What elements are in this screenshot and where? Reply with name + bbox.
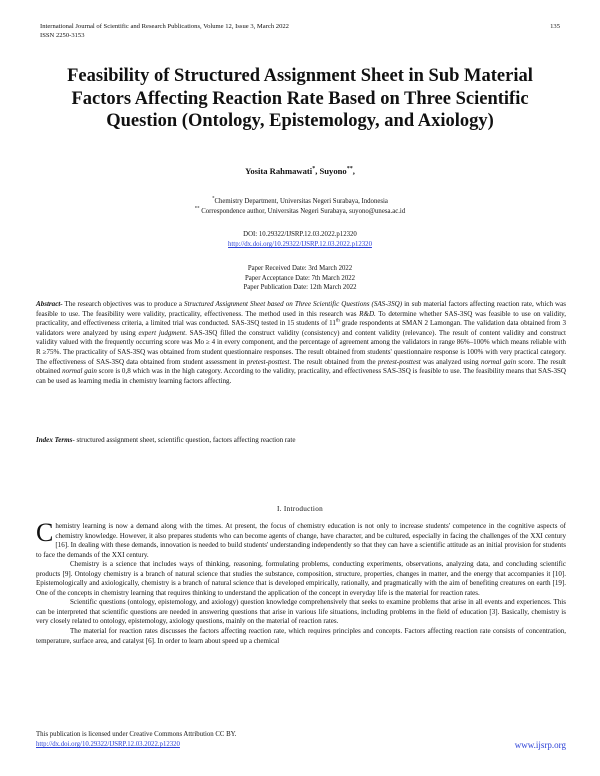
footer-doi-link[interactable]: http://dx.doi.org/10.29322/IJSRP.12.03.2022.p12320 — [36, 741, 180, 748]
author-1-mark: * — [312, 166, 316, 173]
affiliation-2-mark: ** — [194, 206, 200, 212]
body-text — [36, 518, 566, 646]
abstract-italic: Structured Assignment Sheet based on Three Scientific Questions (SAS-3SQ) — [184, 300, 403, 308]
drop-cap: C — [36, 518, 54, 547]
author-trailing: , — [352, 166, 355, 176]
author-line: Yosita Rahmawati*, Suyono**, — [245, 166, 355, 176]
journal-site — [515, 740, 566, 750]
abstract-italic: pretest-posttest — [246, 357, 290, 366]
abstract-text: in sub material factors affecting reaction rate, which was feasible to use. The feasibility were validity, practicality, effectiveness. The method used in this research was — [36, 300, 566, 318]
abstract-text: . SAS-3SQ filled the construct validity (consistency) and content validity (relevance). The result of content validity and construct validity valued with the frequently occurring score was Mo ≥ 4 in every component, and the percentage of agreement among the validators in range 86%–100% which means reliable with R ≥75%. The practicality of SAS-3SQ was obtained from student questionnaire responses. The result obtained from students' questionnaire response is 100% with very practical category. The effectiveness of SAS-3SQ data obtained from student assessment in — [36, 328, 566, 366]
affiliation-2 — [40, 207, 560, 217]
abstract-italic: pretest-posttest — [377, 357, 421, 366]
doi-text: DOI: 10.29322/IJSRP.12.03.2022.p12320 — [243, 231, 357, 238]
abstract-italic: R&D. — [359, 309, 376, 318]
index-terms-label: Index Terms — [36, 436, 73, 444]
author-2: Suyono — [319, 166, 347, 176]
doi-link[interactable]: http://dx.doi.org/10.29322/IJSRP.12.03.2022.p12320 — [228, 241, 372, 248]
publication-date: Paper Publication Date: 12th March 2022 — [243, 284, 357, 292]
received-date: Paper Received Date: 3rd March 2022 — [247, 265, 353, 272]
abstract-text: score is 0,8 which was in the high category. According to the validity, practicality, and effectiveness SAS-3SQ is feasible to use. The feasibility means that SAS-3SQ can be used as learning media in chemistry learning factors affecting. — [36, 367, 566, 385]
issn-line: ISSN 2250-3153 — [40, 32, 85, 39]
index-terms — [36, 436, 566, 446]
author-2-mark: ** — [346, 166, 353, 173]
abstract-text: . The result obtained from the — [289, 357, 378, 366]
affiliation-1-text: Chemistry Department, Universitas Negeri Surabaya, Indonesia — [214, 198, 388, 205]
affiliation-1 — [40, 197, 560, 207]
acceptance-date: Paper Acceptance Date: 7th March 2022 — [244, 274, 356, 282]
paragraph: Chemistry is a science that includes ways of thinking, reasoning, formulating problems, conducting experiments, observations, analyzing data, and concluding scientific products [9]. Ontology chemistry is a branch of natural science that studies the substance, composition, structure, properties, changes in matter, and the energy that accompanies it [10]. Epistemologically and axiologically, chemistry is a branch of natural science that is developed empirically, rationally, and pragmatically with the aim of benefiting creatures on earth [19]. One of the concepts in chemistry learning that requires thinking to understand the application of the concept in everyday life is the material for reaction rates. — [36, 560, 566, 597]
affiliation-2-text: Correspondence author, Universitas Negeri Surabaya, suyono@unesa.ac.id — [201, 208, 406, 215]
abstract-text: grade respondents at SMAN 2 Lamongan. The validation data obtained from 3 validators were analyzed by using — [36, 319, 566, 337]
journal-site-link[interactable]: www.ijsrp.org — [514, 740, 566, 750]
paragraph: The material for reaction rates discusses the factors affecting reaction rate, which requires principles and concepts. Factors affecting reaction rate consists of concentration, temperature, surface area, and catalyst [6]. In order to learn about speed up a chemical — [36, 627, 566, 645]
abstract-superscript: th — [335, 318, 340, 324]
section-heading: I. Introduction — [276, 505, 324, 513]
abstract-italic: expert judgment — [138, 328, 186, 337]
paragraph-text: hemistry learning is now a demand along with the times. At present, the focus of chemistry education is not only to increase students' competence in the cognitive aspects of chemistry knowledge. However, it also prepares students who can become agents of change, have character, and be cultured, especially in facing the challenges of the XXI century [16]. In dealing with these demands, innovation is needed to build students' understanding independently so that they can have a scientific attitude as an initial provision for students to face the demands of the XXI century. — [36, 522, 566, 559]
author-1: Yosita Rahmawati — [245, 166, 313, 176]
paper-dates — [40, 264, 560, 293]
abstract-text: was analyzed using — [420, 357, 481, 366]
page-number: 135 — [550, 23, 560, 30]
abstract-italic: normal gain — [62, 367, 97, 376]
paragraph: Scientific questions (ontology, epistemology, and axiology) question knowledge comprehensively that seeks to examine problems that arise in all events and experiences. This can be interpreted that scientific questions are needed in answering questions that arise in various life situations, including problems in the field of education [3]. Basically, chemistry is very closely related to ontology, epistemology, axiology questions, mainly on the material of reaction rates. — [36, 598, 566, 626]
journal-line: International Journal of Scientific and Research Publications, Volume 12, Issue 3, March 2022 — [40, 23, 289, 30]
abstract-italic: normal gain — [480, 357, 517, 366]
abstract-text: The research objectives was to produce a — [62, 300, 185, 308]
affiliation-1-mark: * — [212, 196, 215, 202]
affiliations — [40, 197, 560, 217]
abstract-label: Abstract- — [36, 300, 63, 308]
index-terms-text: - structured assignment sheet, scientific question, factors affecting reaction rate — [72, 436, 296, 444]
doi-block — [40, 230, 560, 250]
running-header — [40, 22, 560, 40]
license-text: This publication is licensed under Creative Commons Attribution CC BY. — [36, 731, 237, 738]
paragraph — [36, 518, 566, 560]
abstract-text: To determine whether SAS-3SQ was feasible to use on validity, practicality, and effectiveness criteria, a limited trial was conducted. SAS-3SQ tested in 15 students of 11 — [36, 309, 566, 328]
abstract — [36, 300, 566, 386]
abstract-text: score. The result obtained — [36, 357, 567, 376]
page-footer — [36, 730, 566, 750]
paper-title: Feasibility of Structured Assignment Sheet in Sub Material Factors Affecting Reaction Rate Based on Three Scientific Question (Ontology, Epistemology, and Axiology) — [67, 66, 533, 131]
